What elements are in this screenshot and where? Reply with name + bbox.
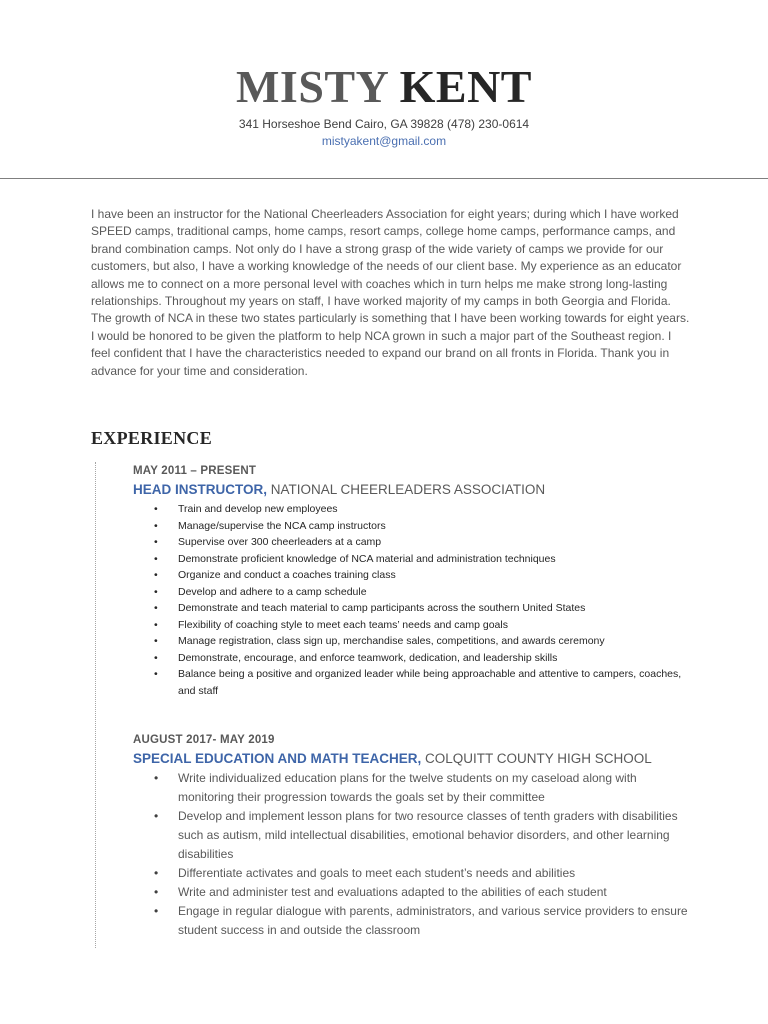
- header-divider: [0, 178, 768, 179]
- job-org: COLQUITT COUNTY HIGH SCHOOL: [425, 751, 652, 766]
- duty-item: • Develop and implement lesson plans for two resource classes of tenth graders with disabilities such as autism, mild intellectual disabilities, emotional behavior disorders, and other learning disabilities: [133, 807, 693, 864]
- duty-item: • Manage/supervise the NCA camp instructors: [133, 518, 693, 535]
- job-duties-list: [133, 501, 693, 699]
- timeline-dotted-line: [95, 462, 96, 948]
- address-phone: 341 Horseshoe Bend Cairo, GA 39828 (478) 230-0614: [238, 117, 530, 131]
- job-dates: MAY 2011 – PRESENT: [133, 465, 257, 477]
- experience-heading: EXPERIENCE: [91, 428, 213, 448]
- summary-paragraph: I have been an instructor for the National Cheerleaders Association for eight years; during which I have worked SPEED camps, traditional camps, home camps, resort camps, college home camps, performance camps, and brand combination camps. Not only do I have a strong grasp of the wide variety of camps we provide for our customers, but also, I have a working knowledge of the needs of our client base. My experience as an educator allows me to connect on a more personal level with coaches which in turn helps me make strong long-lasting relationships. Throughout my years on staff, I have worked majority of my camps in both Georgia and Florida. The growth of NCA in these two states particularly is something that I have been working towards for eight years. I would be honored to be given the platform to help NCA grown in such a major part of the Southeast region. I feel confident that I have the characteristics needed to expand our brand on all fronts in Florida. Thank you in advance for your time and consideration.: [91, 207, 690, 378]
- duty-item: • Supervise over 300 cheerleaders at a camp: [133, 534, 693, 551]
- duty-item: • Engage in regular dialogue with parents, administrators, and various service providers to ensure student success in and outside the classroom: [133, 902, 693, 940]
- job-duties-list: [133, 769, 693, 940]
- duty-item: • Manage registration, class sign up, merchandise sales, competitions, and awards ceremony: [133, 633, 693, 650]
- email-link[interactable]: mistyakent@gmail.com: [321, 134, 447, 148]
- duty-item: • Write and administer test and evaluations adapted to the abilities of each student: [133, 883, 693, 902]
- duty-item: • Develop and adhere to a camp schedule: [133, 584, 693, 601]
- duty-item: • Train and develop new employees: [133, 501, 693, 518]
- duty-item: • Write individualized education plans for the twelve students on my caseload along with monitoring their progression towards the goals set by their committee: [133, 769, 693, 807]
- duty-item: • Organize and conduct a coaches training class: [133, 567, 693, 584]
- resume-header: [0, 58, 768, 150]
- job-entry: [133, 732, 693, 940]
- duty-item: • Demonstrate proficient knowledge of NCA material and administration techniques: [133, 551, 693, 568]
- duty-item: • Balance being a positive and organized leader while being approachable and attentive to campers, coaches, and staff: [133, 666, 693, 699]
- duty-item: • Demonstrate, encourage, and enforce teamwork, dedication, and leadership skills: [133, 650, 693, 667]
- duty-item: • Demonstrate and teach material to camp participants across the southern United States: [133, 600, 693, 617]
- last-name: KENT: [399, 61, 532, 112]
- job-entry: [133, 463, 693, 699]
- job-title-line: [133, 480, 693, 500]
- candidate-name: [0, 58, 768, 116]
- job-dates: AUGUST 2017- MAY 2019: [133, 734, 275, 746]
- job-role: HEAD INSTRUCTOR,: [133, 482, 268, 497]
- job-org: NATIONAL CHEERLEADERS ASSOCIATION: [270, 482, 546, 497]
- first-name: MISTY: [236, 61, 388, 112]
- duty-item: • Flexibility of coaching style to meet each teams’ needs and camp goals: [133, 617, 693, 634]
- job-title-line: [133, 749, 693, 769]
- duty-item: • Differentiate activates and goals to meet each student’s needs and abilities: [133, 864, 693, 883]
- job-role: SPECIAL EDUCATION AND MATH TEACHER,: [133, 751, 422, 766]
